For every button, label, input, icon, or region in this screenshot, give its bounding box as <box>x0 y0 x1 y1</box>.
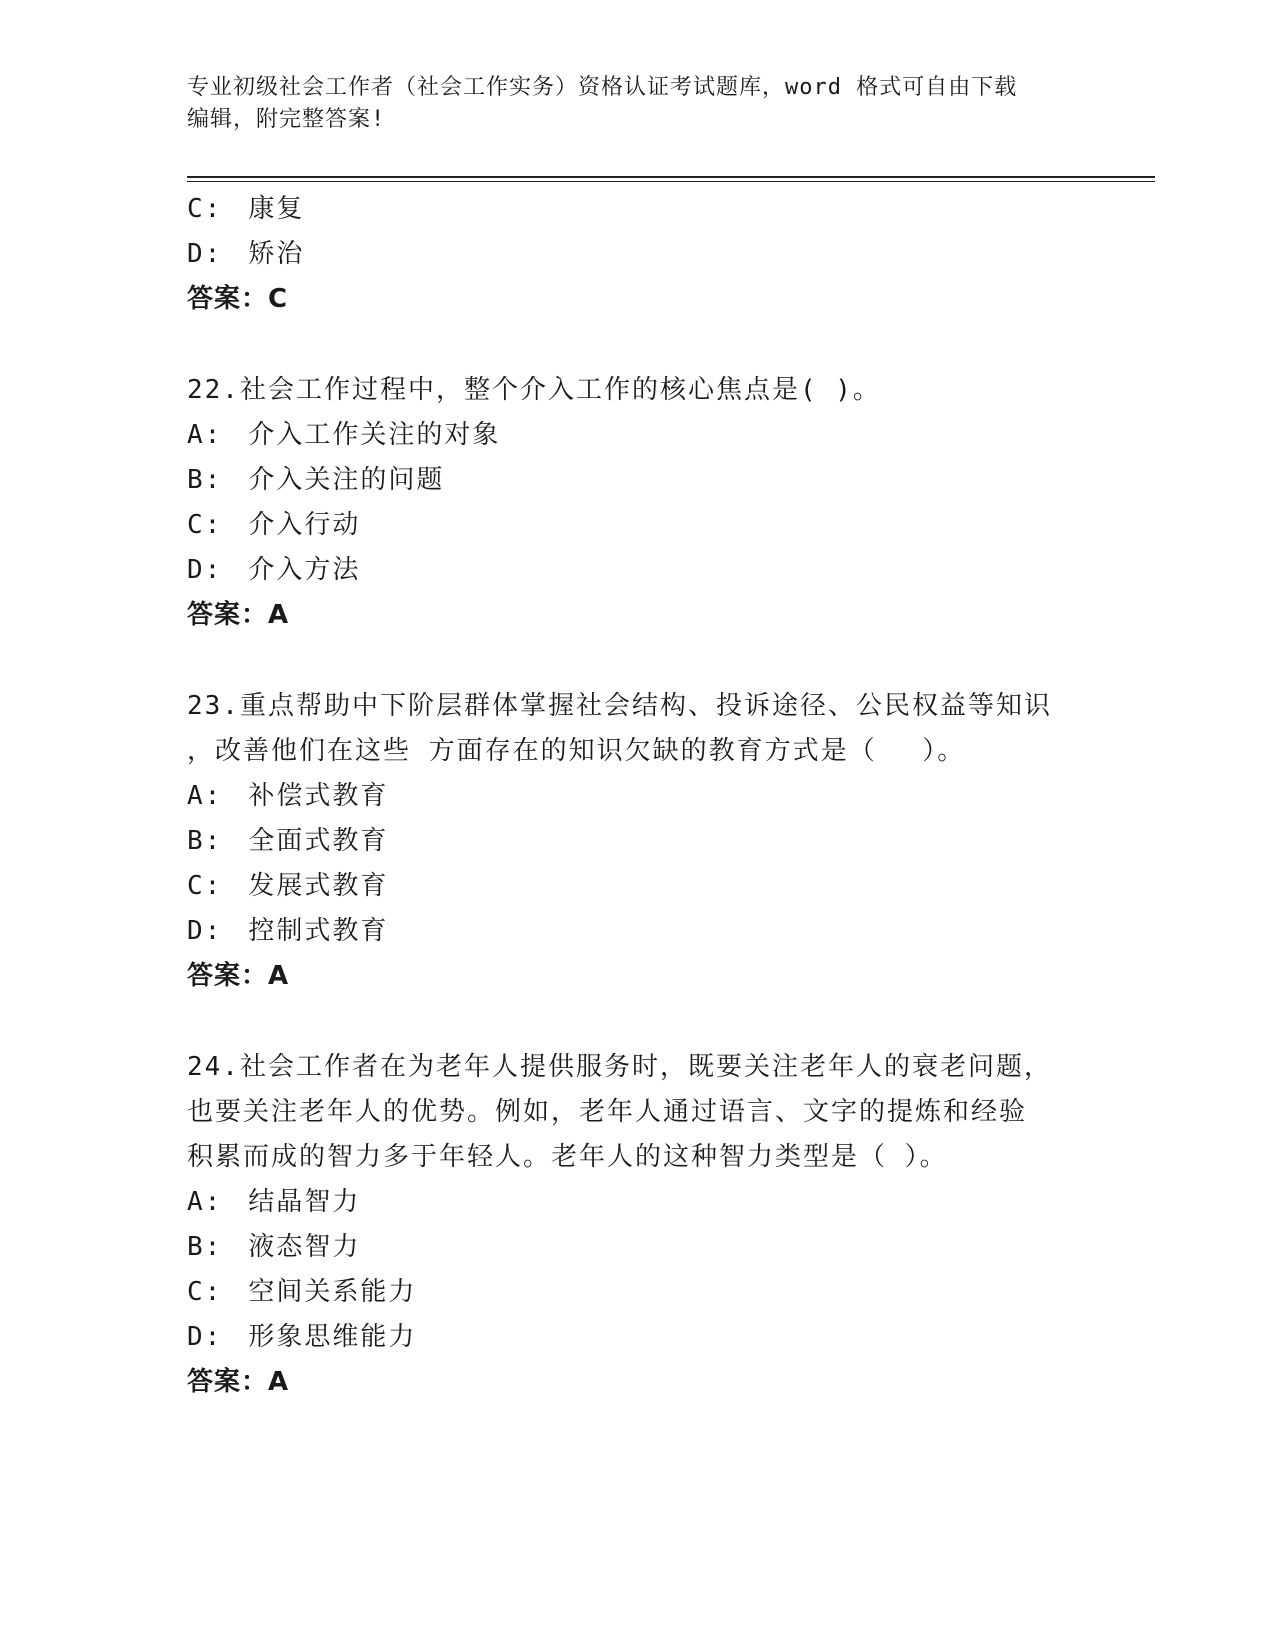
option-key: A: <box>187 420 223 450</box>
option-text: 介入关注的问题 <box>248 465 445 495</box>
header-divider-thin <box>187 181 1155 182</box>
option-d <box>187 1315 1087 1360</box>
header-title-line-1: 专业初级社会工作者（社会工作实务）资格认证考试题库，word 格式可自由下载 <box>187 75 1018 100</box>
option-key: B: <box>187 826 223 856</box>
option-text: 液态智力 <box>248 1232 361 1262</box>
option-text: 介入方法 <box>248 555 361 585</box>
answer-line: 答案：C <box>187 284 289 314</box>
option-c <box>187 864 1087 909</box>
option-c <box>187 187 1087 232</box>
option-text: 形象思维能力 <box>248 1322 417 1352</box>
option-text: 空间关系能力 <box>248 1277 417 1307</box>
option-key: D: <box>187 916 223 946</box>
option-a <box>187 413 1087 458</box>
option-d <box>187 909 1087 954</box>
question-22 <box>187 368 1087 638</box>
option-text: 发展式教育 <box>248 871 389 901</box>
question-24 <box>187 1045 1087 1405</box>
question-23 <box>187 684 1087 999</box>
question-stem: 24.社会工作者在为老年人提供服务时，既要关注老年人的衰老问题， <box>187 1052 1052 1082</box>
spacer <box>187 322 1087 368</box>
option-key: B: <box>187 465 223 495</box>
spacer <box>187 638 1087 684</box>
option-d <box>187 548 1087 593</box>
option-key: D: <box>187 555 223 585</box>
header-divider-thick <box>187 176 1155 178</box>
option-text: 控制式教育 <box>248 916 389 946</box>
question-stem: 23.重点帮助中下阶层群体掌握社会结构、投诉途径、公民权益等知识 <box>187 691 1052 721</box>
option-c <box>187 1270 1087 1315</box>
answer-line: 答案：A <box>187 961 290 991</box>
option-b <box>187 1225 1087 1270</box>
option-a <box>187 1180 1087 1225</box>
question-list <box>187 187 1087 1405</box>
option-key: C: <box>187 1277 223 1307</box>
option-text: 康复 <box>248 194 305 224</box>
header-title-line-2: 编辑，附完整答案! <box>187 107 386 132</box>
option-text: 矫治 <box>248 239 305 269</box>
option-text: 补偿式教育 <box>248 781 389 811</box>
question-stem: 也要关注老年人的优势。例如，老年人通过语言、文字的提炼和经验 <box>187 1097 1028 1127</box>
option-key: D: <box>187 1322 223 1352</box>
option-key: A: <box>187 781 223 811</box>
question-stem: 积累而成的智力多于年轻人。老年人的这种智力类型是（ ）。 <box>187 1142 948 1172</box>
option-key: B: <box>187 1232 223 1262</box>
option-a <box>187 774 1087 819</box>
answer-line: 答案：A <box>187 600 290 630</box>
option-b <box>187 458 1087 503</box>
option-text: 介入工作关注的对象 <box>248 420 501 450</box>
option-key: C: <box>187 194 223 224</box>
option-key: C: <box>187 510 223 540</box>
option-b <box>187 819 1087 864</box>
question-stem: ，改善他们在这些 方面存在的知识欠缺的教育方式是（ ）。 <box>187 736 966 766</box>
option-key: A: <box>187 1187 223 1217</box>
option-key: C: <box>187 871 223 901</box>
carryover-block <box>187 187 1087 322</box>
option-text: 全面式教育 <box>248 826 389 856</box>
answer-line: 答案：A <box>187 1367 290 1397</box>
spacer <box>187 999 1087 1045</box>
option-key: D: <box>187 239 223 269</box>
question-stem: 22.社会工作过程中，整个介入工作的核心焦点是( )。 <box>187 375 881 405</box>
document-header <box>187 72 1087 136</box>
option-text: 结晶智力 <box>248 1187 361 1217</box>
option-text: 介入行动 <box>248 510 361 540</box>
option-c <box>187 503 1087 548</box>
option-d <box>187 232 1087 277</box>
